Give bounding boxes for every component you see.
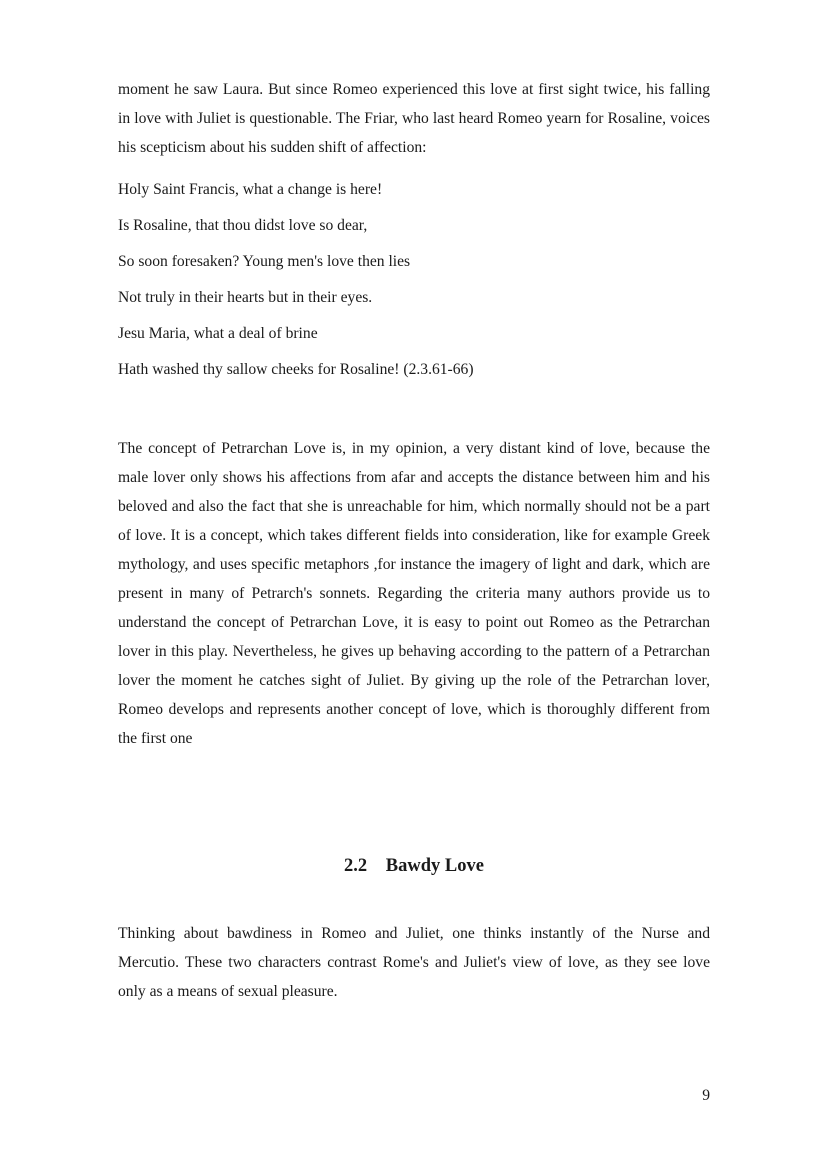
quote-line: Is Rosaline, that thou didst love so dear,	[118, 217, 368, 234]
section-number: 2.2	[344, 856, 368, 876]
quote-line: Hath washed thy sallow cheeks for Rosaline! (2.3.61-66)	[118, 361, 474, 378]
quote-line: So soon foresaken? Young men's love then lies	[118, 253, 411, 270]
quote-line: Holy Saint Francis, what a change is here!	[118, 181, 383, 198]
paragraph-petrarchan-love: The concept of Petrarchan Love is, in my opinion, a very distant kind of love, because the male lover only shows his affections from afar and accepts the distance between him and his beloved and also the fact that she is unreachable for him, which normally should not be a part of love. It is a concept, which takes different fields into consideration, like for example Greek mythology, and uses specific metaphors ,for instance the imagery of light and dark, which are present in many of Petrarch's sonnets. Regarding the criteria many authors provide us to understand the concept of Petrarchan Love, it is easy to point out Romeo as the Petrarchan lover in this play. Nevertheless, he gives up behaving according to the pattern of a Petrarchan lover the moment he catches sight of Juliet. By giving up the role of the Petrarchan lover, Romeo develops and represents another concept of love, which is thoroughly different from the first one	[118, 440, 710, 747]
quote-line: Not truly in their hearts but in their eyes.	[118, 289, 373, 306]
quote-line: Jesu Maria, what a deal of brine	[118, 325, 318, 342]
section-title: Bawdy Love	[385, 856, 484, 876]
paragraph-friar-intro: moment he saw Laura. But since Romeo experienced this love at first sight twice, his falling in love with Juliet is questionable. The Friar, who last heard Romeo yearn for Rosaline, voices his scepticism about his sudden shift of affection:	[118, 81, 710, 156]
section-heading	[0, 854, 828, 878]
paragraph-bawdy-love: Thinking about bawdiness in Romeo and Juliet, one thinks instantly of the Nurse and Mercutio. These two characters contrast Rome's and Juliet's view of love, as they see love only as a means of sexual pleasure.	[118, 925, 710, 1000]
page-number: 9	[702, 1087, 710, 1104]
